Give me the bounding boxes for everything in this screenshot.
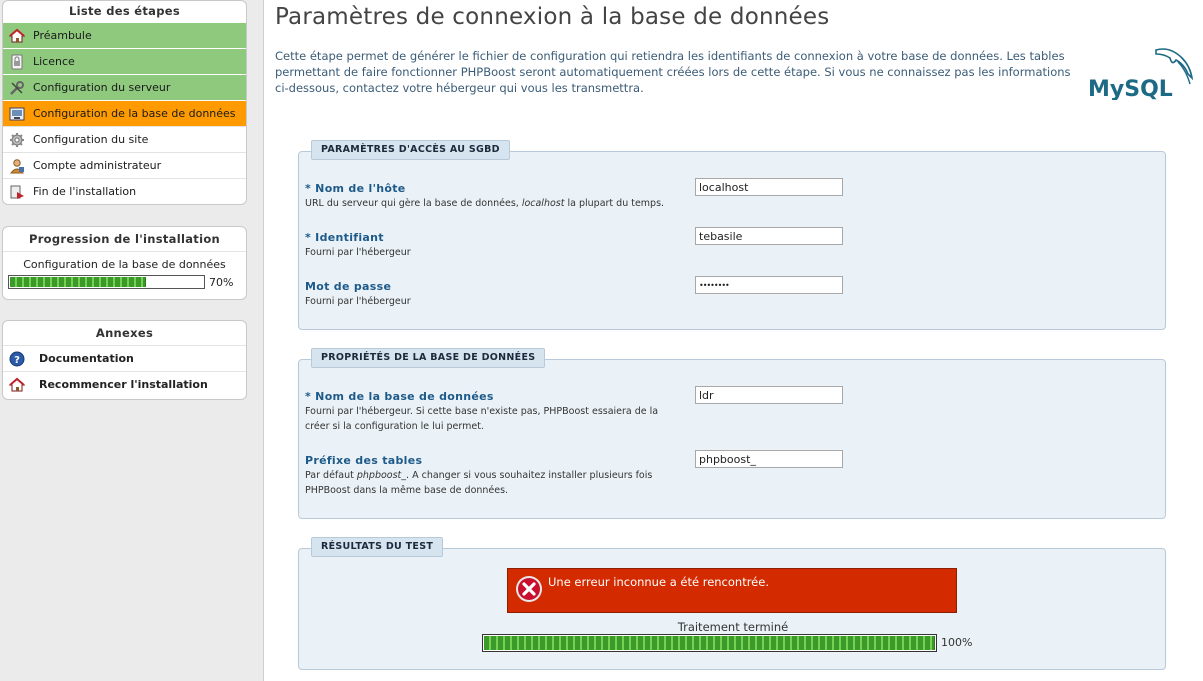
annex-label: Documentation (39, 352, 134, 365)
test-status-label: Traitement terminé (677, 620, 789, 634)
login-field (305, 231, 1155, 260)
step-label: Fin de l'installation (33, 185, 137, 198)
password-label: Mot de passe (305, 280, 392, 293)
admin-user-icon (9, 158, 25, 174)
annex-label: Recommencer l'installation (39, 378, 208, 391)
db-name-input[interactable] (695, 386, 843, 404)
progress-title: Progression de l'installation (3, 227, 246, 252)
test-progress-bar (482, 634, 937, 652)
database-icon (9, 106, 25, 122)
host-label: * Nom de l'hôte (305, 182, 406, 195)
test-results-fieldset (298, 541, 1166, 670)
annex-restart-install[interactable] (3, 371, 246, 397)
install-progress-bar (8, 275, 205, 289)
step-database-config[interactable] (3, 100, 246, 126)
sidebar (0, 0, 264, 681)
annex-documentation[interactable] (3, 345, 246, 371)
password-input[interactable] (695, 276, 843, 294)
install-progress-percent: 70% (209, 276, 234, 289)
error-message-text: Une erreur inconnue a été rencontrée. (548, 575, 769, 589)
password-description: Fourni par l'hébergeur (305, 296, 411, 307)
home-icon (9, 28, 25, 44)
step-licence[interactable] (3, 48, 246, 74)
step-site-config[interactable] (3, 126, 246, 152)
db-name-field (305, 390, 1155, 434)
tools-icon (9, 80, 25, 96)
svg-text:?: ? (14, 354, 20, 366)
login-input[interactable] (695, 227, 843, 245)
progress-current-step: Configuration de la base de données (23, 258, 226, 271)
table-prefix-field (305, 454, 1155, 498)
db-name-label: * Nom de la base de données (305, 390, 494, 403)
step-label: Préambule (33, 29, 92, 42)
mysql-logo-text: MySQL (1088, 77, 1173, 100)
step-label: Licence (33, 55, 75, 68)
sgbd-legend: PARAMÈTRES D'ACCÈS AU SGBD (311, 140, 510, 160)
login-label: * Identifiant (305, 231, 384, 244)
db-name-description: Fourni par l'hébergeur. Si cette base n'existe pas, PHPBoost essaiera de la créer si la configuration le lui permet. (305, 406, 659, 432)
host-input[interactable] (695, 178, 843, 196)
install-progress-fill (10, 277, 146, 287)
password-field (305, 280, 1155, 309)
step-label: Compte administrateur (33, 159, 162, 172)
host-field (305, 182, 1155, 211)
steps-title: Liste des étapes (68, 4, 181, 18)
page-title: Paramètres de connexion à la base de données (275, 4, 830, 30)
host-description: URL du serveur qui gère la base de données, localhost la plupart du temps. (305, 198, 665, 209)
login-description: Fourni par l'hébergeur (305, 247, 411, 258)
step-admin-account[interactable] (3, 152, 246, 178)
help-icon (9, 351, 25, 367)
error-message-box (507, 568, 957, 613)
sgbd-access-fieldset (298, 144, 1166, 330)
step-label: Configuration du serveur (33, 81, 171, 94)
step-preambule[interactable] (3, 22, 246, 48)
license-icon (9, 54, 25, 70)
test-legend: RÉSULTATS DU TEST (311, 537, 443, 557)
steps-panel (2, 0, 247, 205)
step-label: Configuration de la base de données (33, 107, 236, 120)
annexes-title: Annexes (95, 326, 154, 340)
home-icon (9, 377, 25, 393)
mysql-logo (1086, 44, 1194, 100)
test-progress-percent: 100% (941, 636, 973, 649)
step-server-config[interactable] (3, 74, 246, 100)
table-prefix-description: Par défaut phpboost_. A changer si vous souhaitez installer plusieurs fois PHPBoost dans la même base de données. (305, 470, 653, 496)
error-icon (515, 575, 543, 603)
intro-text: Cette étape permet de générer le fichier de configuration qui retiendra les identifiants de connexion à votre base de données. Les tables permettant de faire fonctionner PHPBoost seront automatiquement créées lors de cette étape. Si vous ne connaissez pas les informations ci-dessous, contactez votre hébergeur qui vous les transmettra. (275, 49, 1071, 95)
progress-panel (2, 226, 247, 300)
database-properties-fieldset (298, 352, 1166, 519)
table-prefix-input[interactable] (695, 450, 843, 468)
annexes-panel (2, 320, 247, 400)
finish-flag-icon (9, 184, 25, 200)
step-label: Configuration du site (33, 133, 149, 146)
gear-icon (9, 132, 25, 148)
db-legend: PROPRIÉTÉS DE LA BASE DE DONNÉES (311, 348, 545, 368)
table-prefix-label: Préfixe des tables (305, 454, 423, 467)
step-finish[interactable] (3, 178, 246, 204)
test-progress-fill (484, 636, 935, 650)
